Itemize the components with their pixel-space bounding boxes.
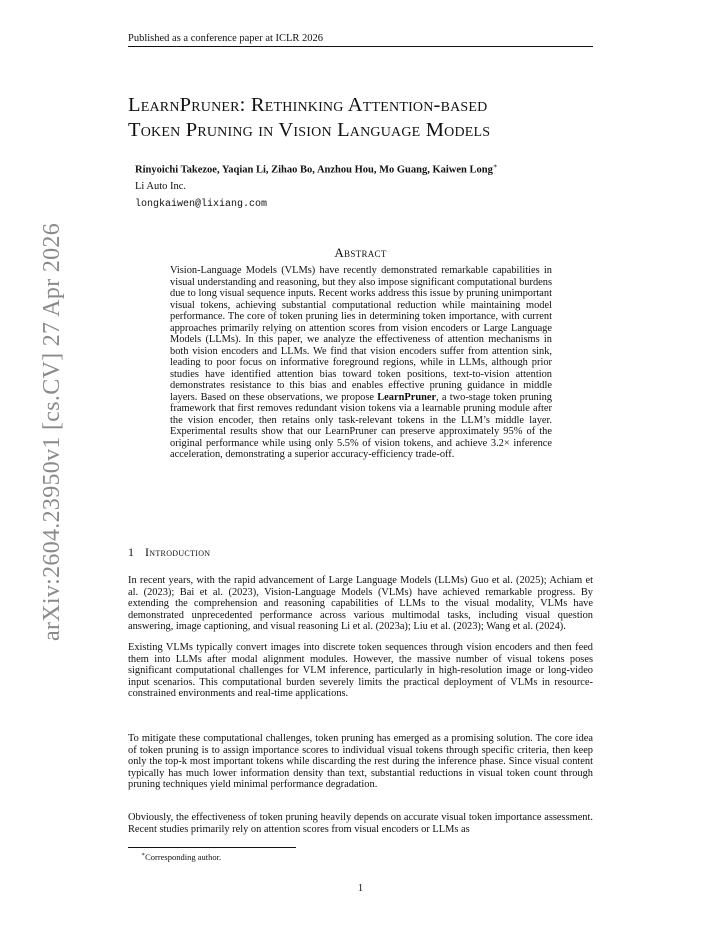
abstract-text-part-2: , a two-stage token pruning framework that first removes redundant vision tokens via a learnable pruning module after the vision encoder, then retains only task-relevant tokens in the LLM’s middle layer. Experimental results show that our LearnPruner can preserve approximately 95% of the original performance while using only 5.5% of vision tokens, and achieve 3.2× inference acceleration, demonstrating a superior accuracy-efficiency trade-off.	[170, 391, 553, 460]
section-title: Introduction	[145, 545, 211, 559]
section-heading-introduction	[128, 545, 210, 560]
method-name: LearnPruner	[377, 391, 437, 403]
intro-paragraph-4: Obviously, the effectiveness of token pruning heavily depends on accurate visual token importance assessment. Recent studies primarily rely on attention scores from visual encoders or LLMs as	[128, 812, 593, 835]
author-names: Rinyoichi Takezoe, Yaqian Li, Zihao Bo, Anzhou Hou, Mo Guang, Kaiwen Long	[135, 164, 493, 176]
abstract-body	[170, 265, 552, 461]
section-number: 1	[128, 545, 134, 559]
footnote-text: Corresponding author.	[145, 851, 222, 862]
paper-title-line-1: LearnPruner: Rethinking Attention-based	[128, 94, 488, 116]
abstract-text-part-1: Vision-Language Models (VLMs) have recently demonstrated remarkable capabilities in visual understanding and reasoning, but they also impose significant computational burdens due to long visual sequence inputs. Recent works address this issue by pruning unimportant visual tokens, achieving substantial computational reduction while maintaining model performance. The core of token pruning lies in determining token importance, with current approaches primarily relying on attention scores from vision encoders or Large Language Models (LLMs). In this paper, we analyze the effectiveness of attention mechanisms in both vision encoders and LLMs. We find that vision encoders suffer from attention sink, leading to poor focus on informative foreground regions, while in LLMs, although prior studies have identified attention bias toward token positions, text-to-vision attention demonstrates resistance to this bias and enables effective pruning guidance in middle layers. Based on these observations, we propose	[170, 265, 552, 403]
running-header: Published as a conference paper at ICLR 2026	[128, 33, 324, 44]
intro-paragraph-1: In recent years, with the rapid advancement of Large Language Models (LLMs) Guo et al. (2025); Achiam et al. (2023); Bai et al. (2023), Vision-Language Models (VLMs) have achieved remarkable progress. By extending the comprehension and reasoning capabilities of LLMs to the visual modality, VLMs have demonstrated unprecedented performance across various multimodal tasks, including visual question answering, image captioning, and visual reasoning Li et al. (2023a); Liu et al. (2023); Wang et al. (2024).	[128, 575, 593, 632]
paper-title-line-2: Token Pruning in Vision Language Models	[128, 119, 491, 141]
intro-paragraph-2: Existing VLMs typically convert images into discrete token sequences through vision encoders and then feed them into LLMs after modal alignment modules. However, the massive number of visual tokens poses significant computational challenges for VLM inference, particularly in high-resolution image or long-video input scenarios. This computational burden severely limits the practical deployment of VLMs in resource-constrained environments and real-time applications.	[128, 642, 593, 699]
footnote	[141, 851, 221, 862]
intro-paragraph-3: To mitigate these computational challenges, token pruning has emerged as a promising solution. The core idea of token pruning is to assign importance scores to individual visual tokens through specific criteria, then keep only the top-k most important tokens while discarding the rest during the inference phase. Since visual content typically has much lower information density than text, substantial reductions in visual token count through pruning techniques yield minimal performance degradation.	[128, 733, 593, 790]
author-email: longkaiwen@lixiang.com	[135, 199, 268, 210]
header-rule	[128, 46, 593, 47]
affiliation: Li Auto Inc.	[135, 181, 187, 192]
abstract-heading: Abstract	[334, 245, 387, 260]
page-number: 1	[357, 883, 364, 894]
footnote-rule	[128, 847, 296, 848]
footnote-mark: ∗	[141, 852, 146, 858]
arxiv-identifier-stamp: arXiv:2604.23950v1 [cs.CV] 27 Apr 2026	[39, 222, 65, 641]
corresponding-author-mark: ∗	[492, 162, 498, 170]
author-list	[135, 162, 605, 176]
paper-title	[128, 93, 598, 143]
